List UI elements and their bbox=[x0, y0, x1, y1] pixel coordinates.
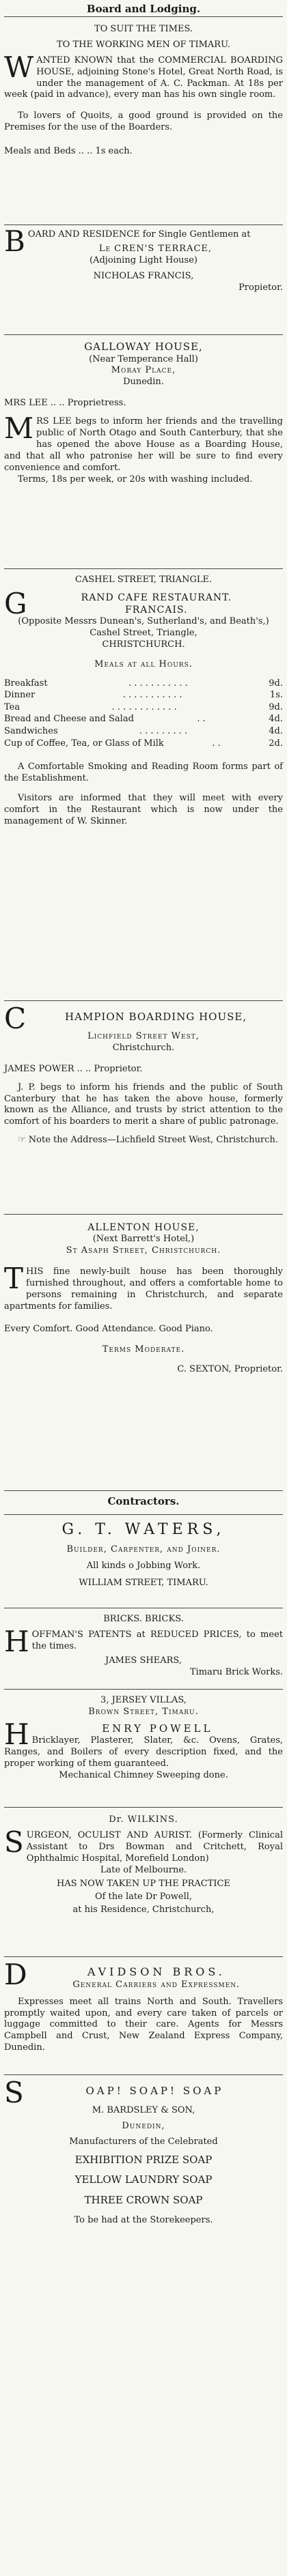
ad-lecren-terrace bbox=[4, 225, 283, 335]
board-lodging-heading: Board and Lodging. bbox=[86, 3, 201, 15]
ad-line: Dunedin, bbox=[122, 2120, 165, 2131]
ad-galloway-house bbox=[4, 335, 283, 569]
ad-line: Meals and Beds .. .. 1s each. bbox=[4, 146, 133, 157]
ad-line: Brown Street, Timaru. bbox=[88, 1706, 199, 1717]
ad-line: HAS NOW TAKEN UP THE PRACTICE bbox=[57, 1879, 230, 1890]
ad-body: URGEON, OCULIST AND AURIST. (Formerly Clinical Assistant to Drs Bowman and Critchett, Royal Ophthalmic Hospital, Morefield London) bbox=[26, 1829, 283, 1864]
ad-line: EXHIBITION PRIZE SOAP bbox=[74, 2153, 213, 2166]
ad-line: THREE CROWN SOAP bbox=[84, 2193, 203, 2206]
ad-line: Timaru Brick Works. bbox=[189, 1666, 283, 1677]
ad-line: TO SUIT THE TIMES. bbox=[94, 24, 193, 34]
ad-line: Of the late Dr Powell, bbox=[94, 1892, 193, 1902]
ad-title: AVIDSON BROS. bbox=[87, 1965, 226, 1978]
ad-line: (Opposite Messrs Dunean's, Sutherland's, and Beath's,) bbox=[18, 616, 269, 627]
ad-line: Terms Moderate. bbox=[102, 1344, 185, 1355]
menu-row: Tea . . . . . . . . . . . . 9d. bbox=[4, 701, 283, 712]
ad-line: YELLOW LAUNDRY SOAP bbox=[74, 2173, 213, 2186]
ad-line: All kinds o Jobbing Work. bbox=[86, 1561, 201, 1572]
ad-line: TO THE WORKING MEN OF TIMARU. bbox=[57, 39, 230, 50]
ad-title: G. T. WATERS, bbox=[62, 1521, 226, 1538]
drop-cap: H bbox=[4, 1717, 29, 1751]
ad-waters bbox=[4, 1515, 283, 1608]
ad-bricks bbox=[4, 1608, 283, 1690]
ad-body: A Comfortable Smoking and Reading Room forms part of the Establishment. bbox=[4, 762, 283, 783]
ad-line: Every Comfort. Good Attendance. Good Piano. bbox=[4, 1323, 213, 1334]
ad-soap bbox=[4, 2075, 283, 2244]
drop-cap: T bbox=[4, 1261, 24, 1295]
ad-line: at his Residence, Christchurch, bbox=[72, 1905, 215, 1915]
ad-line: (Adjoining Light House) bbox=[90, 255, 197, 265]
ad-line: Moray Place, bbox=[111, 365, 176, 376]
ad-title: Dr. WILKINS. bbox=[109, 1814, 178, 1825]
drop-cap: H bbox=[4, 1624, 29, 1658]
ad-line: BRICKS. BRICKS. bbox=[103, 1614, 184, 1624]
pointing-hand-icon: ☞ bbox=[18, 1135, 29, 1146]
ad-line: C. SEXTON, Proprietor. bbox=[177, 1364, 283, 1375]
ad-henry-powell bbox=[4, 1690, 283, 1808]
ad-allenton-house bbox=[4, 1215, 283, 1491]
drop-cap: M bbox=[4, 411, 34, 446]
ad-line: To be had at the Storekeepers. bbox=[74, 2215, 213, 2226]
ad-body: Expresses meet all trains North and South. Travellers promptly waited upon, and every care taken of parcels or luggage committed to their care. Agents for Messrs Campbell and Crust, New Zealand Express Company, Dunedin. bbox=[4, 1996, 283, 2053]
ad-line: Builder, Carpenter, and Joiner. bbox=[66, 1544, 221, 1554]
ad-champion-boarding bbox=[4, 1001, 283, 1215]
ad-line: 3, JERSEY VILLAS, bbox=[100, 1695, 187, 1705]
ad-title: OAP! SOAP! SOAP bbox=[85, 2085, 224, 2097]
ad-body: RS LEE begs to inform her friends and the travelling public of North Otago and South Canterbury, that she has opened the above House as a Boarding House, and that all who patronise her will be sure to find every convenience and comfort. bbox=[4, 416, 283, 473]
drop-cap: S bbox=[4, 1825, 24, 1859]
newspaper-column bbox=[4, 0, 283, 2244]
ad-body: OARD AND RESIDENCE for Single Gentlemen at bbox=[27, 229, 251, 240]
ad-davidson-bros bbox=[4, 1957, 283, 2075]
contractors-heading: Contractors. bbox=[107, 1495, 180, 1507]
menu-row: Cup of Coffee, Tea, or Glass of Milk . . 2d. bbox=[4, 738, 283, 749]
ad-line: Christchurch. bbox=[112, 1042, 175, 1053]
menu-row: Sandwiches . . . . . . . . . 4d. bbox=[4, 726, 283, 737]
ad-note: ☞ Note the Address—Lichfield Street West, Christchurch. bbox=[18, 1135, 279, 1146]
ad-line: (Near Temperance Hall) bbox=[89, 353, 198, 364]
ad-line: NICHOLAS FRANCIS, bbox=[93, 270, 194, 281]
ad-body: Visitors are informed that they will meet with every comfort in the Restaurant which is now under the management of W. Skinner. bbox=[4, 792, 283, 826]
ad-body: Bricklayer, Plasterer, Slater, &c. Ovens, Grates, Ranges, and Boilers of every description fixed, and the proper working of them guaranteed. bbox=[4, 1735, 283, 1769]
ad-body: OFFMAN'S PATENTS at REDUCED PRICES, to meet the times. bbox=[31, 1629, 283, 1651]
ad-line: JAMES SHEARS, bbox=[105, 1655, 182, 1666]
section-heading-contractors bbox=[4, 1491, 283, 1515]
ad-subheading: Meals at all Hours. bbox=[94, 659, 193, 669]
ad-dr-wilkins bbox=[4, 1808, 283, 1957]
ad-title: HAMPION BOARDING HOUSE, bbox=[65, 1011, 247, 1023]
drop-cap: W bbox=[4, 50, 34, 84]
drop-cap: G bbox=[4, 586, 27, 620]
ad-line: Lichfield Street West, bbox=[87, 1031, 200, 1041]
ad-line: Le CREN'S TERRACE, bbox=[98, 243, 213, 254]
ad-line: St Asaph Street, Christchurch. bbox=[66, 1245, 221, 1256]
ad-title: ENRY POWELL bbox=[102, 1722, 213, 1735]
ad-line: Cashel Street, Triangle, bbox=[90, 628, 197, 639]
ad-line: WILLIAM STREET, TIMARU. bbox=[79, 1578, 208, 1589]
ad-line: Manufacturers of the Celebrated bbox=[69, 2136, 218, 2147]
ad-body: ANTED KNOWN that the COMMERCIAL BOARDING HOUSE, adjoining Stone's Hotel, Great North Road, is under the management of A. C. Packman. At 18s per week (paid in advance), every man has his own single room. bbox=[4, 55, 283, 100]
ad-line: CASHEL STREET, TRIANGLE. bbox=[74, 575, 213, 585]
ad-body: J. P. begs to inform his friends and the public of South Canterbury that he has taken the above house, formerly known as the Alliance, and trusts by strict attention to the comfort of his boarders to merit a share of public patronage. bbox=[4, 1082, 283, 1127]
ad-line: JAMES POWER .. .. Proprietor. bbox=[4, 1063, 143, 1074]
ad-title: GALLOWAY HOUSE, bbox=[84, 341, 203, 353]
ad-grand-cafe bbox=[4, 569, 283, 1001]
ad-title: FRANCAIS. bbox=[125, 605, 188, 616]
ad-line: General Carriers and Expressmen. bbox=[72, 1979, 241, 1990]
section-heading-board bbox=[4, 0, 283, 17]
ad-line: Dunedin. bbox=[123, 377, 164, 388]
ad-line: Propietor. bbox=[238, 282, 283, 293]
ad-commercial-boarding bbox=[4, 17, 283, 225]
ad-body: Terms, 18s per week, or 20s with washing included. bbox=[18, 474, 253, 484]
drop-cap: S bbox=[4, 2076, 24, 2109]
ad-line: CHRISTCHURCH. bbox=[102, 639, 185, 650]
ad-line: Late of Melbourne. bbox=[100, 1864, 187, 1875]
ad-line: M. BARDSLEY & SON, bbox=[92, 2105, 195, 2115]
ad-line: Mechanical Chimney Sweeping done. bbox=[59, 1769, 228, 1780]
menu-row: Bread and Cheese and Salad . . 4d. bbox=[4, 714, 283, 725]
drop-cap: B bbox=[4, 225, 25, 258]
menu-row: Dinner . . . . . . . . . . . 1s. bbox=[4, 690, 283, 701]
menu-row: Breakfast . . . . . . . . . . . 9d. bbox=[4, 678, 283, 689]
drop-cap: D bbox=[4, 1958, 27, 1991]
ad-title: RAND CAFE RESTAURANT. bbox=[81, 592, 232, 603]
ad-line: (Next Barrett's Hotel,) bbox=[92, 1234, 195, 1245]
drop-cap: C bbox=[4, 1002, 27, 1035]
ad-body: To lovers of Quoits, a good ground is provided on the Premises for the use of the Boarders. bbox=[4, 111, 283, 133]
ad-title: ALLENTON HOUSE, bbox=[87, 1222, 200, 1233]
ad-line: MRS LEE .. .. Proprietress. bbox=[4, 398, 126, 409]
ad-body: HIS fine newly-built house has been thoroughly furnished throughout, and offers a comfortable home to persons remaining in Christchurch, and separate apartments for families. bbox=[4, 1266, 283, 1312]
